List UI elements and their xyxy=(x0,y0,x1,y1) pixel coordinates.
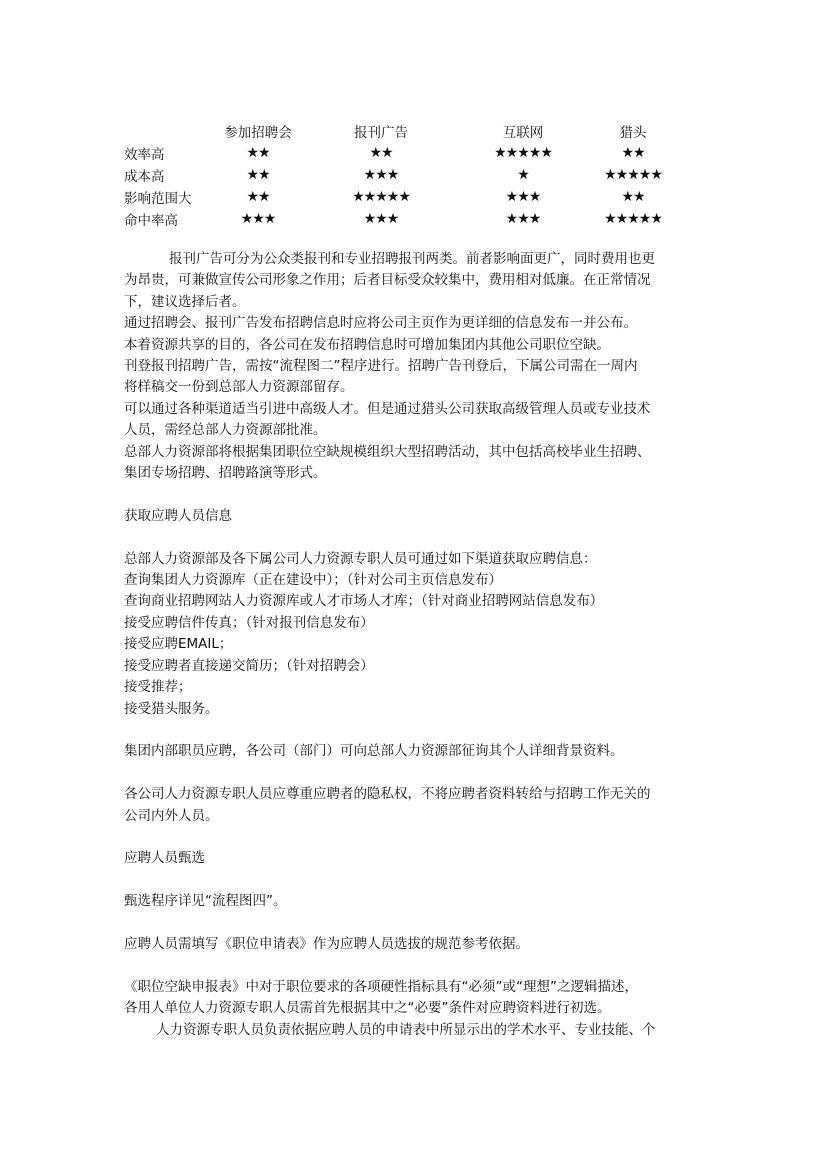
paragraph-line: 集团内部职员应聘，各公司（部门）可向总部人力资源部征询其个人详细背景资料。 xyxy=(124,743,624,760)
header-internet: 互联网 xyxy=(502,125,544,141)
star-rating: ★★ xyxy=(246,189,270,205)
recruitment-channel-rating-table xyxy=(124,120,680,230)
list-item: 接受应聘信件传真；（针对报刊信息发布） xyxy=(124,614,374,631)
header-newspaper-ad: 报刊广告 xyxy=(354,125,408,141)
paragraph-line: 本着资源共享的目的，各公司在发布招聘信息时可增加集团内其他公司职位空缺。 xyxy=(124,336,610,353)
star-rating: ★★★★★ xyxy=(604,211,662,227)
list-item: 接受应聘者直接递交简历；（针对招聘会） xyxy=(124,657,374,674)
paragraph-line: 人力资源专职人员负责依据应聘人员的申请表中所显示出的学术水平、专业技能、个 xyxy=(156,1021,656,1038)
list-item: 查询集团人力资源库（正在建设中）；（针对公司主页信息发布） xyxy=(124,572,502,589)
paragraph-line: 刊登报刊招聘广告，需按“流程图二”程序进行。招聘广告刊登后，下属公司需在一周内 xyxy=(124,358,638,375)
blank-line xyxy=(124,484,706,505)
paragraph-line: 《职位空缺申报表》中对于职位要求的各项硬性指标具有“必须”或“理想”之逻辑描述， xyxy=(124,978,638,995)
row-label: 影响范围大 xyxy=(124,191,192,207)
blank-line xyxy=(124,763,706,784)
header-job-fair: 参加招聘会 xyxy=(224,125,292,141)
blank-line xyxy=(124,827,706,848)
paragraph-line: 报刊广告可分为公众类报刊和专业招聘报刊两类。前者影响面更广，同时费用也更 xyxy=(169,251,655,267)
star-rating: ★★★ xyxy=(240,211,276,227)
paragraph-line: 甄选程序详见“流程图四”。 xyxy=(124,893,287,910)
paragraph-line: 可以通过各种渠道适当引进中高级人才。但是通过猎头公司获取高级管理人员或专业技术 xyxy=(124,400,651,417)
paragraph-line: 各用人单位人力资源专职人员需首先根据其中之“必要”条件对应聘资料进行初选。 xyxy=(124,1000,611,1017)
star-rating: ★★ xyxy=(369,145,393,161)
paragraph-line: 公司内外人员。 xyxy=(124,807,219,824)
paragraph-line: 集团专场招聘、招聘路演等形式。 xyxy=(124,465,327,482)
blank-line xyxy=(124,720,706,741)
star-rating: ★★ xyxy=(621,189,645,205)
header-empty xyxy=(124,120,214,142)
list-item: 接受应聘EMAIL； xyxy=(124,636,233,653)
star-rating: ★★ xyxy=(621,145,645,161)
paragraph-line: 通过招聘会、报刊广告发布招聘信息时应将公司主页作为更详细的信息发布一并公布。 xyxy=(124,315,637,332)
paragraph-line: 为昂贵，可兼做宣传公司形象之作用；后者目标受众较集中，费用相对低廉。在正常情况 xyxy=(124,272,651,289)
list-item: 接受推荐； xyxy=(124,679,192,696)
blank-line xyxy=(124,955,706,976)
list-item: 接受猎头服务。 xyxy=(124,700,219,717)
row-label: 命中率高 xyxy=(124,213,178,229)
table-row xyxy=(124,186,680,208)
paragraph-line: 应聘人员需填写《职位申请表》作为应聘人员选拔的规范参考依据。 xyxy=(124,935,529,952)
paragraph-line: 将样稿交一份到总部人力资源部留存。 xyxy=(124,379,354,396)
star-rating: ★★★★★ xyxy=(604,167,662,183)
table-row xyxy=(124,208,680,230)
table-header-row xyxy=(124,120,680,142)
row-label: 效率高 xyxy=(124,147,165,163)
paragraph-line: 总部人力资源部将根据集团职位空缺规模组织大型招聘活动，其中包括高校毕业生招聘、 xyxy=(124,443,651,460)
paragraph-line: 下，建议选择后者。 xyxy=(124,293,246,310)
row-label: 成本高 xyxy=(124,169,165,185)
blank-line xyxy=(124,913,706,934)
list-item: 查询商业招聘网站人力资源库或人才市场人才库；（针对商业招聘网站信息发布） xyxy=(124,593,604,610)
star-rating: ★★★ xyxy=(505,189,541,205)
paragraph-line: 人员，需经总部人力资源部批准。 xyxy=(124,422,327,439)
star-rating: ★★ xyxy=(246,167,270,183)
table-row xyxy=(124,164,680,186)
paragraph-line: 各公司人力资源专职人员应尊重应聘者的隐私权，不将应聘者资料转给与招聘工作无关的 xyxy=(124,786,651,803)
blank-line xyxy=(124,870,706,891)
table-row xyxy=(124,142,680,164)
star-rating: ★★ xyxy=(246,145,270,161)
paragraph-line: 总部人力资源部及各下属公司人力资源专职人员可通过如下渠道获取应聘信息： xyxy=(124,550,597,567)
star-rating: ★★★ xyxy=(363,211,399,227)
star-rating: ★ xyxy=(517,167,529,183)
body-text xyxy=(124,249,706,1041)
star-rating: ★★★★★ xyxy=(494,145,552,161)
star-rating: ★★★ xyxy=(505,211,541,227)
star-rating: ★★★ xyxy=(363,167,399,183)
header-headhunter: 猎头 xyxy=(619,125,647,141)
section-heading: 应聘人员甄选 xyxy=(124,850,205,867)
section-heading: 获取应聘人员信息 xyxy=(124,507,232,524)
star-rating: ★★★★★ xyxy=(352,189,410,205)
blank-line xyxy=(124,527,706,548)
